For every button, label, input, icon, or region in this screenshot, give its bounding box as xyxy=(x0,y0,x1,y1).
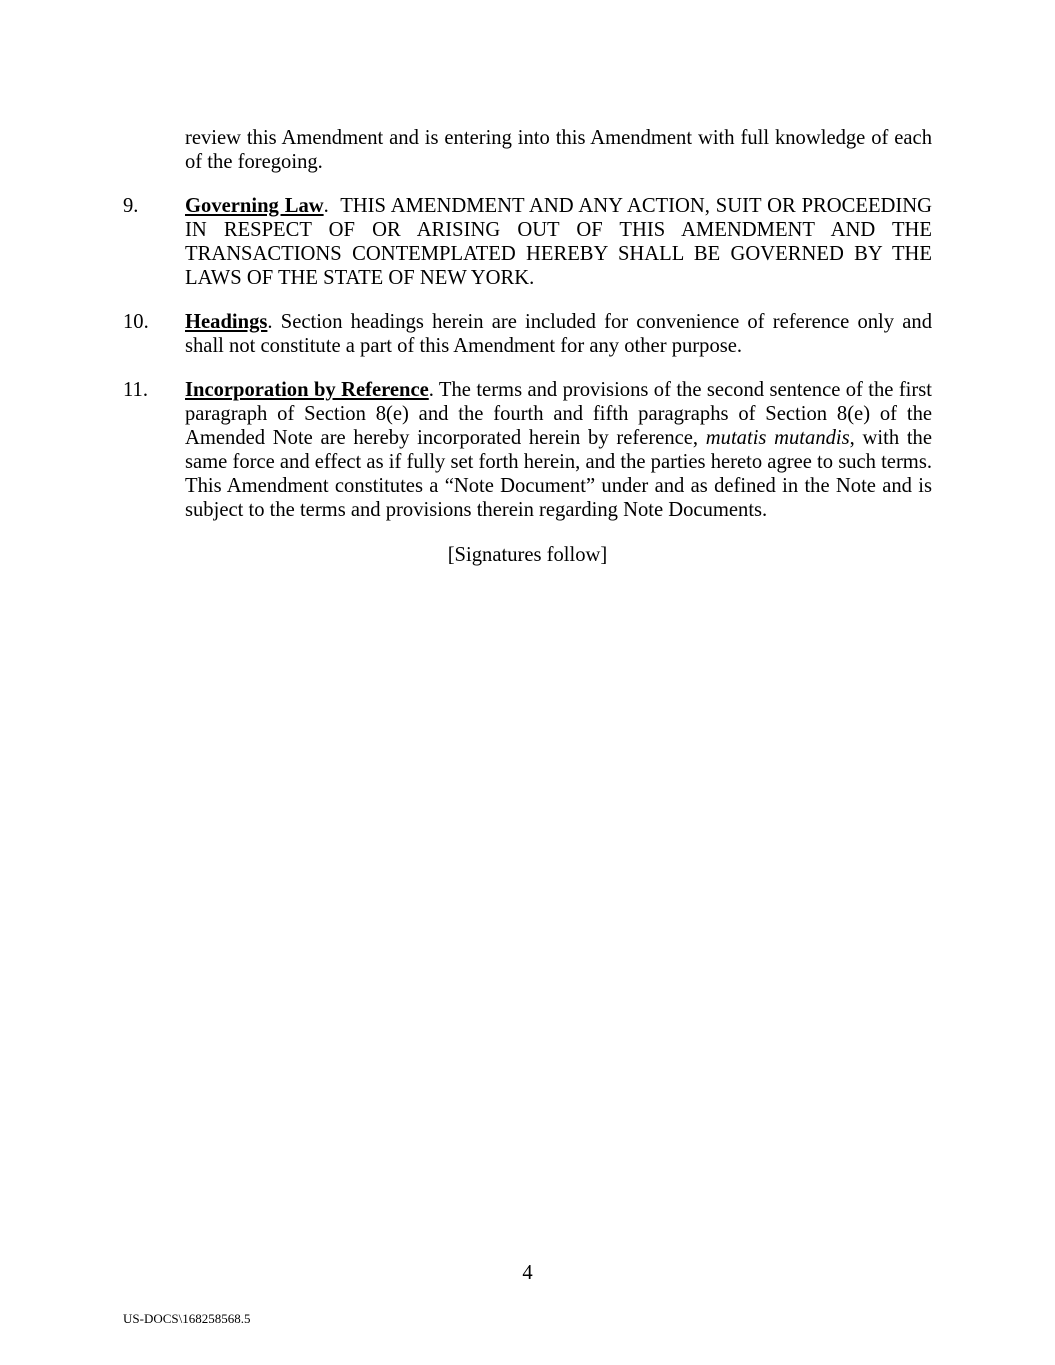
section-heading-incorporation-by-reference: Incorporation by Reference xyxy=(185,379,429,401)
footer-doc-id: US-DOCS\168258568.5 xyxy=(123,1311,251,1326)
heading-separator: . xyxy=(323,195,341,217)
heading-separator: . xyxy=(428,379,439,401)
paragraph-continuation: review this Amendment and is entering into this Amendment with full knowledge of each of the foregoing. xyxy=(185,127,932,173)
document-content xyxy=(0,0,1055,567)
section-body-11 xyxy=(185,378,932,522)
section-item-10 xyxy=(123,310,932,358)
heading-separator: . xyxy=(267,311,281,333)
section-heading-headings: Headings xyxy=(185,311,268,333)
section-number-11: 11. xyxy=(123,379,148,401)
section-heading-governing-law: Governing Law xyxy=(185,195,324,217)
section-number-9: 9. xyxy=(123,195,139,217)
section-text-governing-law: THIS AMENDMENT AND ANY ACTION, SUIT OR PROCEEDING IN RESPECT OF OR ARISING OUT OF THIS AMENDMENT AND THE TRANSACTIONS CONTEMPLATED HEREBY SHALL BE GOVERNED BY THE LAWS OF THE STATE OF NEW YORK. xyxy=(185,195,932,289)
latin-phrase-mutatis-mutandis: mutatis mutandis xyxy=(705,427,850,449)
section-text-headings: Section headings herein are included for convenience of reference only and shall not constitute a part of this Amendment for any other purpose. xyxy=(185,311,932,357)
section-text-incorporation-post: , with the same force and effect as if fully set forth herein, and the parties hereto agree to such terms. This Amendment constitutes a “Note Document” under and as defined in the Note and is subject to the terms and provisions therein regarding Note Documents. xyxy=(185,427,932,521)
section-body-9 xyxy=(185,194,932,290)
section-body-10 xyxy=(185,310,932,358)
section-number-10: 10. xyxy=(123,311,149,333)
signatures-follow-note: [Signatures follow] xyxy=(447,544,608,566)
page-number: 4 xyxy=(522,1262,533,1284)
section-item-9 xyxy=(123,194,932,290)
section-item-11 xyxy=(123,378,932,522)
section-text-incorporation-pre: The terms and provisions of the second sentence of the first paragraph of Section 8(e) and the fourth and fifth paragraphs of Section 8(e) of the Amended Note are hereby incorporated herein by reference, xyxy=(185,379,932,449)
